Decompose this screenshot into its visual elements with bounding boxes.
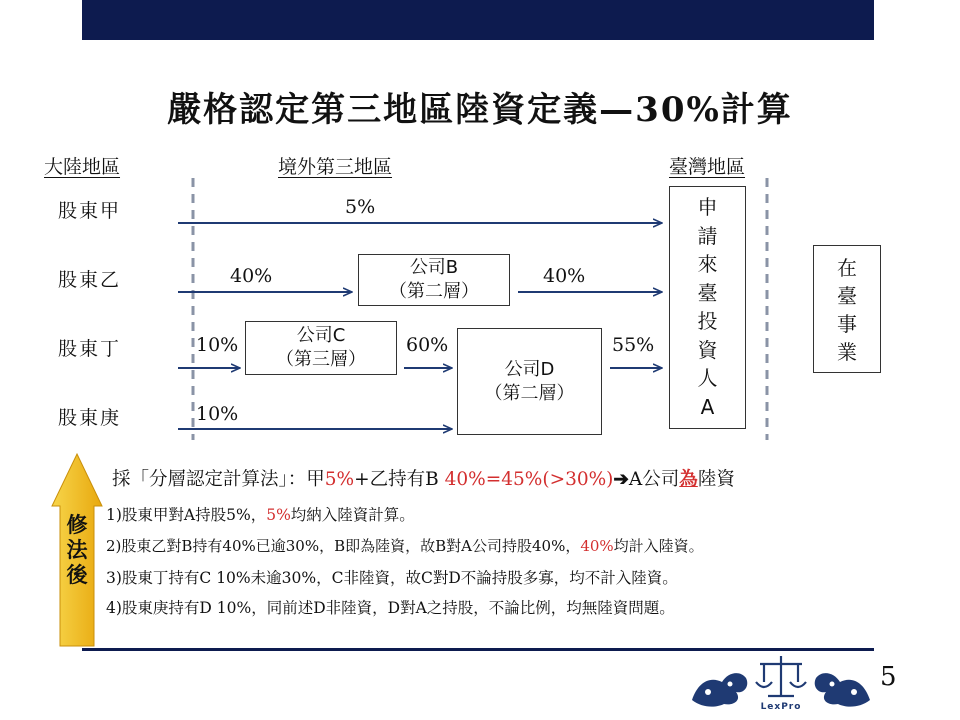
company-d-name: 公司D: [504, 358, 555, 380]
method-prefix: 採「分層認定計算法」：甲: [112, 469, 325, 490]
lexpro-logo: [688, 652, 874, 712]
scales-icon: [756, 656, 806, 696]
company-c-layer: （第三層）: [276, 349, 366, 370]
pct-d-to-a: 55%: [612, 334, 655, 356]
shareholder-geng: 股東庚: [58, 407, 122, 429]
amendment-badge: [60, 512, 94, 587]
company-b-name: 公司B: [409, 257, 459, 278]
pct-ding-to-c: 10%: [196, 334, 239, 356]
shareholder-yi: 股東乙: [58, 269, 122, 291]
applicant-a-box: [669, 186, 746, 429]
applicant-char: A: [700, 394, 715, 419]
company-d-layer: （第二層）: [484, 382, 575, 404]
badge-char: 修: [66, 512, 88, 537]
pct-yi-to-b: 40%: [230, 265, 273, 287]
footer-rule: [82, 648, 874, 651]
applicant-char: 人: [697, 366, 718, 390]
method-jia-pct: 5%: [324, 469, 355, 490]
method-calc: 40%=45%(>30%): [444, 469, 614, 490]
note-1-text: 1)股東甲對A持股5%，: [106, 506, 267, 524]
company-c-name: 公司C: [296, 325, 346, 346]
logo-text: LexPro: [760, 702, 802, 712]
note-4: 4)股東庚持有D 10%，同前述D非陸資，D對A之持股，不論比例，均無陸資問題。: [106, 599, 675, 617]
applicant-char: 請: [697, 223, 718, 248]
page-number: 5: [880, 662, 897, 692]
applicant-char: 臺: [697, 280, 718, 305]
pct-geng-to-d: 10%: [196, 403, 239, 425]
note-3: 3)股東丁持有C 10%未逾30%，C非陸資，故C對D不論持股多寡，均不計入陸資。: [106, 569, 678, 587]
taiwan-business-box: [813, 245, 881, 373]
company-d-box: [457, 328, 602, 435]
applicant-char: 來: [697, 252, 718, 276]
region-taiwan: 臺灣地區: [669, 156, 746, 178]
taiwan-business-char: 事: [837, 312, 857, 336]
note-1-highlight: 5%: [266, 506, 291, 524]
region-mainland: 大陸地區: [44, 156, 121, 178]
pct-b-to-a: 40%: [543, 265, 586, 287]
note-2-highlight: 40%: [580, 537, 614, 555]
note-2-text: 2)股東乙對B持有40%已逾30%，B即為陸資，故B對A公司持股40%，: [106, 537, 581, 555]
method-statement: [112, 465, 735, 491]
badge-char: 法: [66, 537, 88, 562]
badge-char: 後: [66, 562, 88, 587]
pct-jia-to-a: 5%: [345, 196, 376, 218]
taiwan-business-char: 臺: [837, 284, 857, 308]
applicant-char: 資: [697, 337, 718, 362]
pct-c-to-d: 60%: [406, 334, 449, 356]
dragon-right-icon: [815, 673, 870, 707]
method-is: 為: [679, 469, 698, 490]
method-mid: +乙持有B: [354, 469, 445, 490]
note-2-tail: 均計入陸資。: [613, 537, 704, 555]
company-b-box: [358, 254, 510, 306]
note-1-tail: 均納入陸資計算。: [290, 506, 415, 524]
note-1: [106, 503, 415, 525]
shareholder-jia: 股東甲: [58, 200, 122, 222]
company-b-layer: （第二層）: [389, 281, 479, 302]
taiwan-business-char: 在: [837, 256, 857, 280]
dragon-left-icon: [692, 673, 747, 707]
page-title: 嚴格認定第三地區陸資定義—30%計算: [167, 90, 793, 130]
shareholder-ding: 股東丁: [58, 338, 122, 360]
applicant-char: 申: [697, 195, 718, 219]
method-company: A公司: [628, 469, 680, 490]
applicant-char: 投: [697, 309, 718, 333]
note-2: [106, 535, 704, 556]
taiwan-business-char: 業: [837, 340, 857, 364]
region-third: 境外第三地區: [278, 156, 393, 178]
method-suffix: 陸資: [697, 469, 735, 490]
company-c-box: [245, 321, 397, 375]
right-arrow-icon: ➔: [613, 469, 629, 490]
